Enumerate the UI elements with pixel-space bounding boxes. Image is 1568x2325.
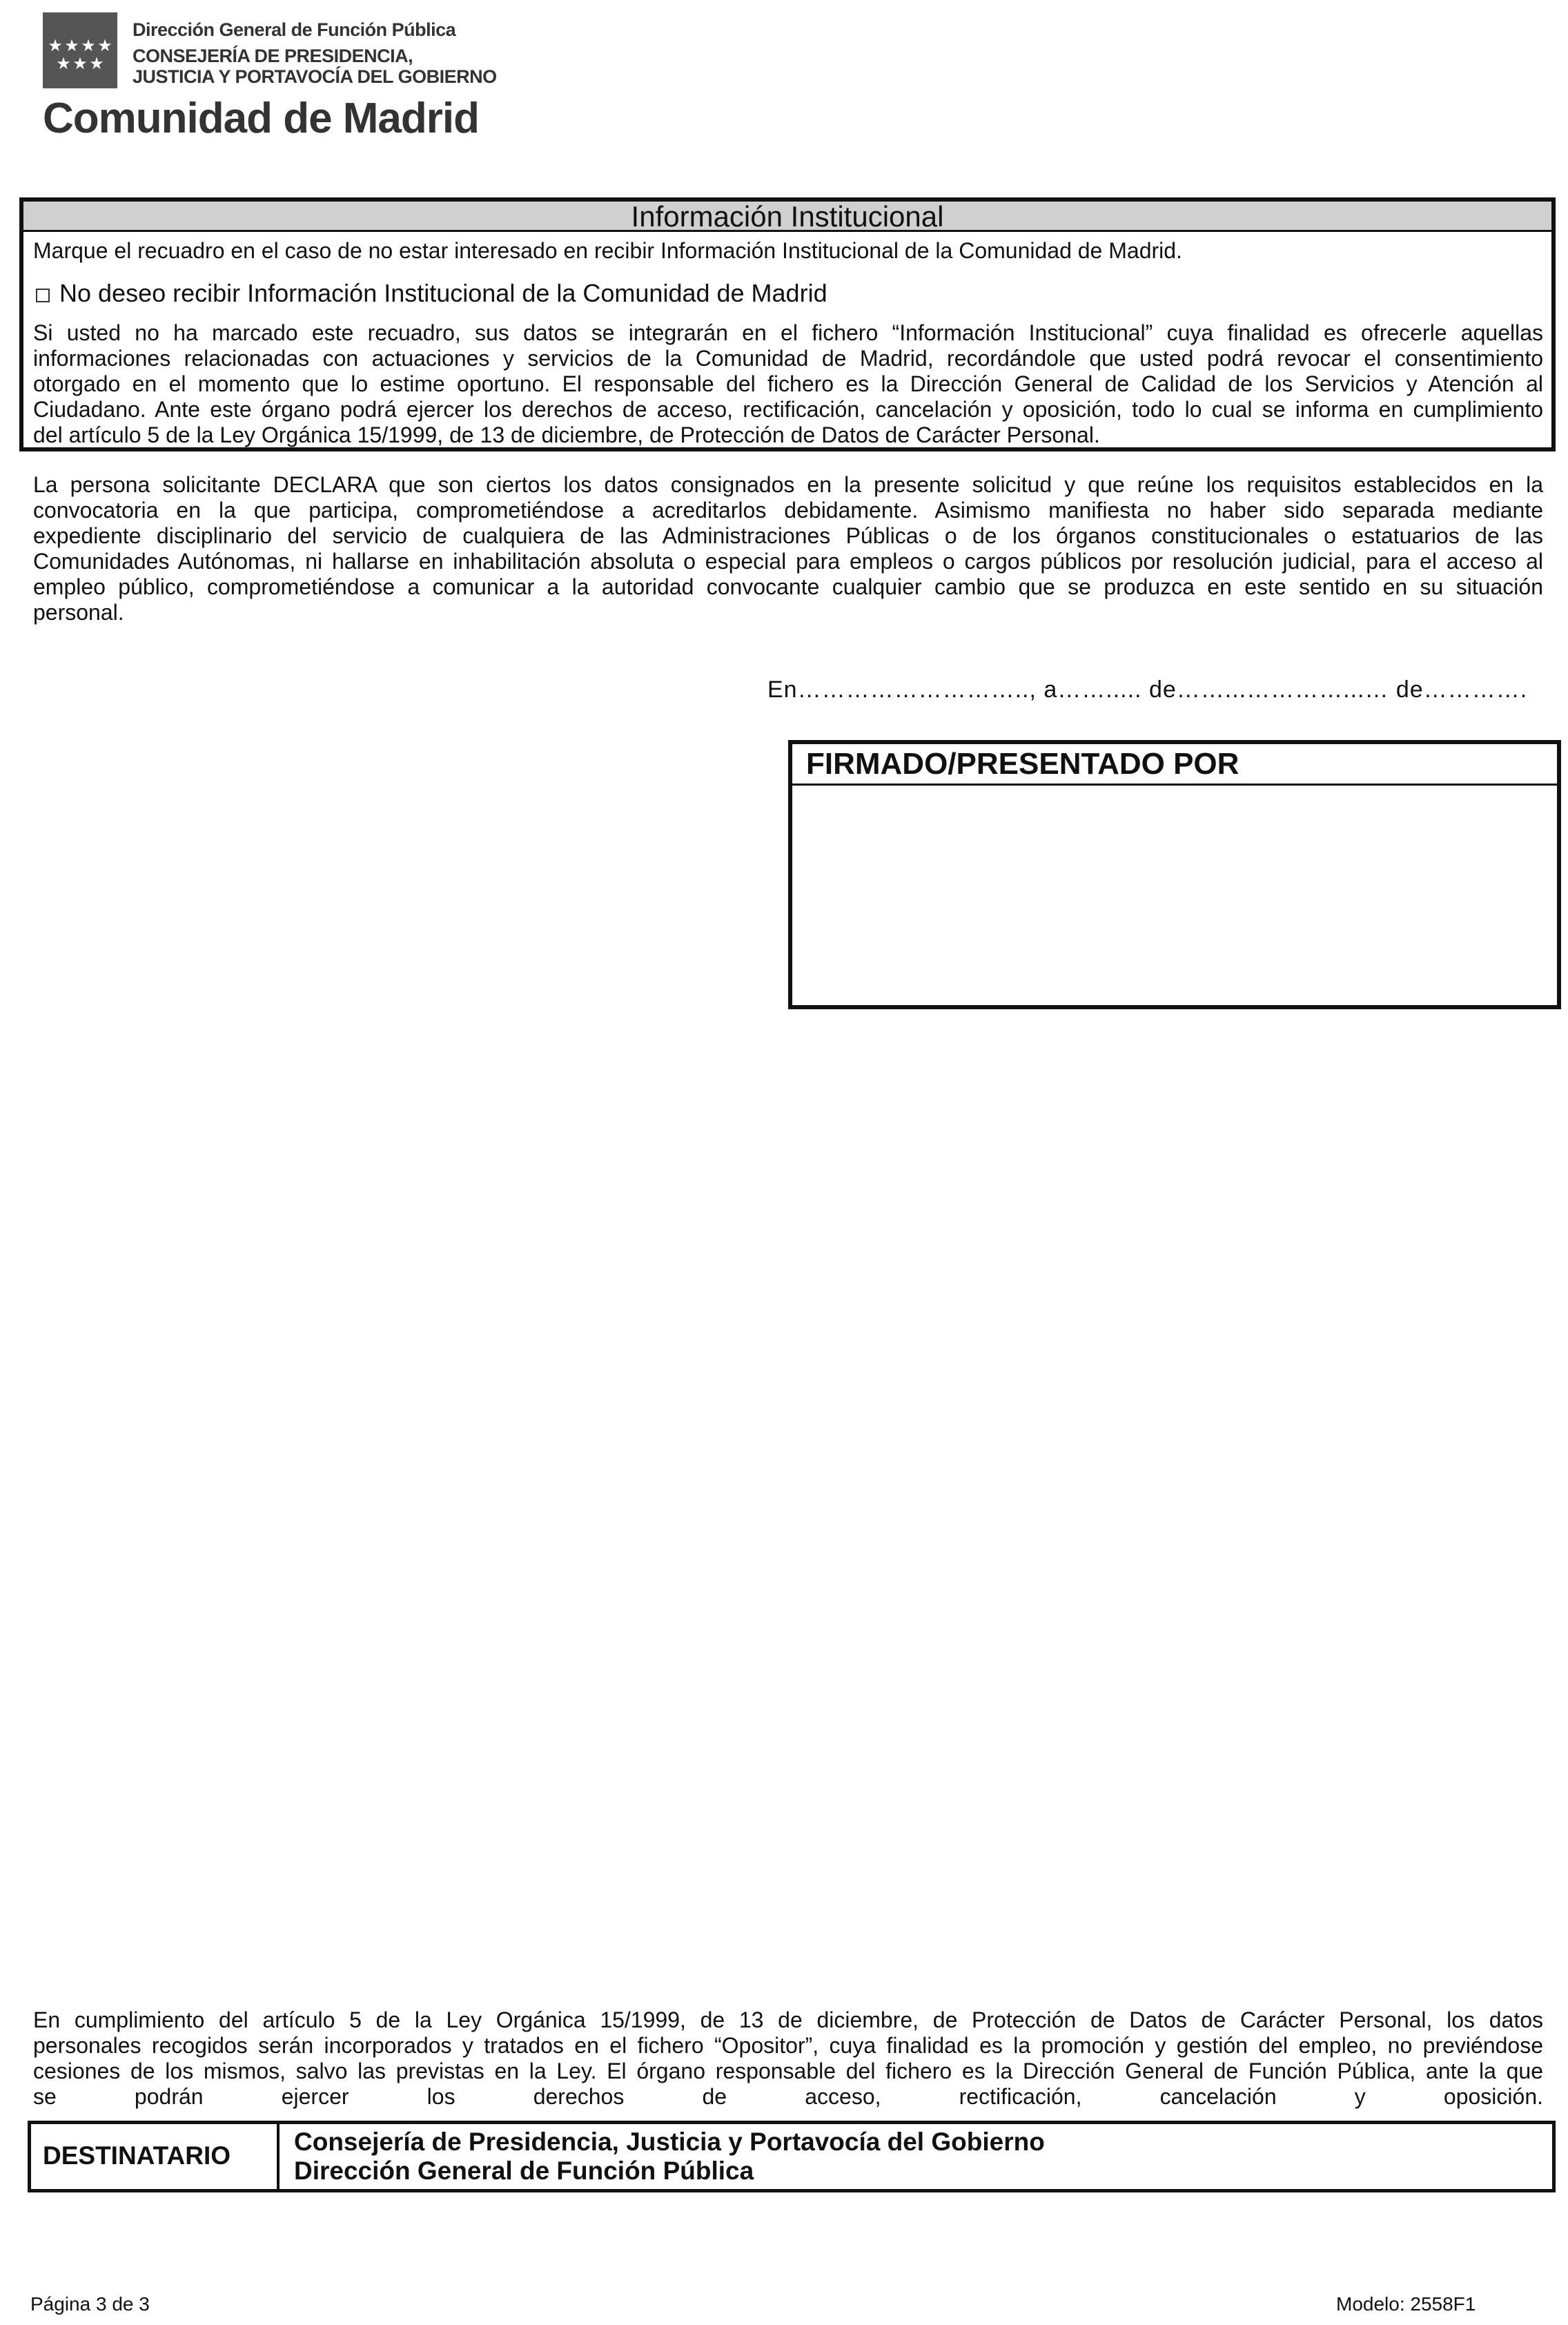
svg-text:★: ★	[97, 36, 112, 55]
page-number: Página 3 de 3	[30, 2293, 150, 2315]
header-consejeria-line2: JUSTICIA Y PORTAVOCÍA DEL GOBIERNO	[133, 66, 497, 87]
svg-text:★: ★	[56, 54, 71, 73]
info-body-line: otorgado en el momento que lo estime oportuno. El responsable del fichero es la Dirección General de Calidad de los Servicios y Atención al	[33, 371, 1543, 396]
model-code: Modelo: 2558F1	[1336, 2293, 1476, 2315]
info-body-line: Ciudadano. Ante este órgano podrá ejercer los derechos de acceso, rectificación, cancelación y oposición, todo lo cual se informa en cumplimiento	[33, 397, 1543, 422]
declaracion-line: personal.	[33, 600, 124, 625]
proteccion-line: En cumplimiento del artículo 5 de la Ley Orgánica 15/1999, de 13 de diciembre, de Protección de Datos de Carácter Personal, los datos	[33, 2007, 1543, 2032]
info-body-line: Si usted no ha marcado este recuadro, sus datos se integrarán en el fichero “Información Institucional” cuya finalidad es ofrecerle aquellas	[33, 320, 1543, 345]
header-dept: Dirección General de Función Pública	[133, 19, 456, 40]
proteccion-line: se podrán ejercer los derechos de acceso, rectificación, cancelación y oposición.	[33, 2084, 1543, 2109]
info-body	[33, 320, 1543, 448]
destinatario-line1: Consejería de Presidencia, Justicia y Portavocía del Gobierno	[294, 2128, 1045, 2156]
destinatario-label: DESTINATARIO	[43, 2141, 231, 2170]
declaracion-text	[33, 472, 1543, 625]
info-institucional-title: Información Institucional	[23, 202, 1551, 232]
info-body-line: informaciones relacionadas con actuaciones y servicios de la Comunidad de Madrid, recordándole que usted podrá revocar el consentimiento	[33, 346, 1543, 371]
stars-icon	[43, 12, 117, 88]
proteccion-line: cesiones de los mismos, salvo las previstas en la Ley. El órgano responsable del fichero es la Dirección General de Función Pública, ante la que	[33, 2059, 1543, 2083]
declaracion-line: empleo público, comprometiéndose a comunicar a la autoridad convocante cualquier cambio que se produzca en este sentido en su situación	[33, 574, 1543, 599]
no-info-checkbox-label: No deseo recibir Información Institucional de la Comunidad de Madrid	[59, 279, 827, 307]
svg-text:★: ★	[81, 36, 96, 55]
proteccion-datos-text	[33, 2007, 1543, 2110]
firma-label: FIRMADO/PRESENTADO POR	[792, 744, 1557, 786]
header-org-name: Comunidad de Madrid	[43, 95, 479, 142]
proteccion-line: personales recogidos serán incorporados y tratados en el fichero “Opositor”, cuya finalidad es la promoción y gestión del empleo, no previéndose	[33, 2033, 1543, 2058]
svg-text:★: ★	[48, 36, 63, 55]
header-consejeria-line1: CONSEJERÍA DE PRESIDENCIA,	[133, 46, 413, 66]
madrid-flag-logo	[43, 12, 117, 88]
no-info-checkbox[interactable]	[36, 289, 50, 302]
svg-text:★: ★	[64, 36, 79, 55]
info-body-line: del artículo 5 de la Ley Orgánica 15/1999, de 13 de diciembre, de Protección de Datos de Carácter Personal.	[33, 422, 1100, 447]
declaracion-line: Comunidades Autónomas, ni hallarse en inhabilitación absoluta o especial para empleos o cargos públicos por resolución judicial, para el acceso al	[33, 549, 1543, 574]
declaracion-line: expediente disciplinario del servicio de cualquiera de las Administraciones Públicas o de los órganos constitucionales o estatuarios de las	[33, 523, 1543, 548]
svg-text:★: ★	[89, 54, 104, 73]
declaracion-line: convocatoria en la que participa, comprometiéndose a acreditarlos debidamente. Asimismo manifiesta no haber sido separada mediante	[33, 498, 1543, 523]
info-instruction: Marque el recuadro en el caso de no estar interesado en recibir Información Institucional de la Comunidad de Madrid.	[33, 238, 1182, 263]
destinatario-divider	[277, 2121, 280, 2192]
declaracion-line: La persona solicitante DECLARA que son ciertos los datos consignados en la presente solicitud y que reúne los requisitos establecidos en la	[33, 472, 1543, 497]
svg-text:★: ★	[72, 54, 88, 73]
destinatario-line2: Dirección General de Función Pública	[294, 2157, 754, 2185]
fecha-line[interactable]: En……………………….., a……..... de……...…………...… de………….	[767, 677, 1528, 703]
